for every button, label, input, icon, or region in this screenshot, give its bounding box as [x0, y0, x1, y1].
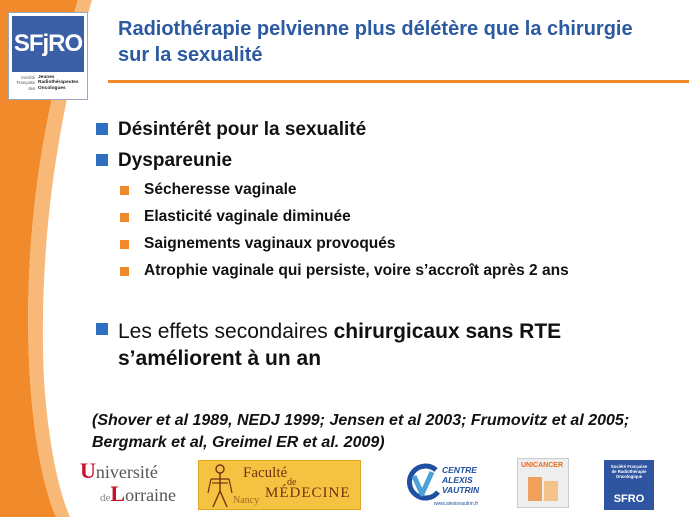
univ-u: U	[80, 458, 96, 483]
sfjro-logo-right-3: Oncologues	[38, 85, 66, 91]
subbullet-text: Atrophie vaginale qui persiste, voire s’accroît après 2 ans	[144, 262, 569, 279]
sfjro-logo	[8, 12, 88, 100]
cav-url: www.alexisvautrin.fr	[434, 501, 479, 507]
subbullet-text: Elasticité vaginale diminuée	[144, 208, 351, 225]
sfjro-logo-right-1: Jeunes	[38, 75, 55, 80]
blue-square-bullet-icon	[96, 123, 108, 135]
slide-title: Radiothérapie pelvienne plus délétère que la chirurgie sur la sexualité	[118, 18, 633, 66]
fac-de: de	[287, 477, 297, 488]
unicancer-emblem-icon	[524, 473, 564, 505]
orange-square-bullet-icon	[120, 267, 129, 276]
cav-line2: ALEXIS	[442, 475, 473, 485]
bullet-effets-secondaires	[96, 318, 561, 372]
fac-nancy: Nancy	[233, 495, 260, 506]
subbullet-text: Sécheresse vaginale	[144, 181, 297, 198]
bullet-text: Désintérêt pour la sexualité	[118, 119, 367, 140]
sfjro-logo-right-2: Radiothérapeutes	[38, 80, 79, 86]
sfjro-logo-left-3: des	[28, 85, 35, 91]
orange-square-bullet-icon	[120, 213, 129, 222]
universite-de-lorraine-logo	[80, 458, 177, 508]
subbullet-saignements	[120, 234, 396, 254]
subbullet-text: Saignements vaginaux provoqués	[144, 235, 396, 252]
skeleton-icon	[205, 463, 235, 509]
subbullet-elasticite	[120, 207, 351, 227]
sfro-logo	[604, 460, 654, 510]
centre-alexis-vautrin-logo	[404, 460, 494, 510]
orange-square-bullet-icon	[120, 240, 129, 249]
blue-square-bullet-icon	[96, 323, 108, 335]
sfro-name: SFRO	[613, 493, 645, 505]
orange-square-bullet-icon	[120, 186, 129, 195]
unicancer-text: UNICANCER	[521, 462, 563, 469]
bullet-desinteret	[96, 118, 366, 141]
sfro-line2: de Radiothérapie	[611, 469, 647, 475]
cav-line3: VAUTRIN	[442, 485, 480, 495]
faculte-medecine-logo	[198, 460, 361, 510]
fac-line1: Faculté	[243, 465, 288, 481]
sfro-line1: Société Française	[610, 464, 648, 469]
fac-line2: MÉDECINE	[265, 485, 351, 501]
univ-line2: orraine	[125, 485, 177, 505]
sfjro-logo-name: SFjRO	[12, 16, 84, 72]
effects-bold-line2: s’améliorent à un an	[118, 347, 322, 370]
blue-square-bullet-icon	[96, 154, 108, 166]
subbullet-secheresse	[120, 180, 297, 200]
effects-prefix: Les effets secondaires	[118, 320, 334, 343]
cav-line1: CENTRE	[442, 465, 477, 475]
cav-emblem-icon	[404, 462, 444, 502]
sfro-line3: Oncologique	[615, 474, 643, 480]
references: (Shover et al 1989, NEDJ 1999; Jensen et al 2003; Frumovitz et al 2005; Bergmark et al, Greimel ER et al. 2009)	[92, 412, 630, 451]
sfjro-logo-left-1: Société	[21, 75, 35, 80]
sfjro-logo-left-2: Française	[16, 80, 35, 86]
univ-de: de	[100, 492, 111, 504]
univ-l: L	[110, 481, 126, 506]
bullet-dyspareunie	[96, 149, 232, 172]
bullet-text: Dyspareunie	[118, 150, 233, 171]
unicancer-logo	[517, 458, 569, 508]
effects-bold-line1: chirurgicaux sans RTE	[333, 320, 562, 343]
univ-line1: niversité	[95, 462, 158, 482]
title-divider	[108, 80, 689, 83]
subbullet-atrophie	[120, 261, 569, 281]
